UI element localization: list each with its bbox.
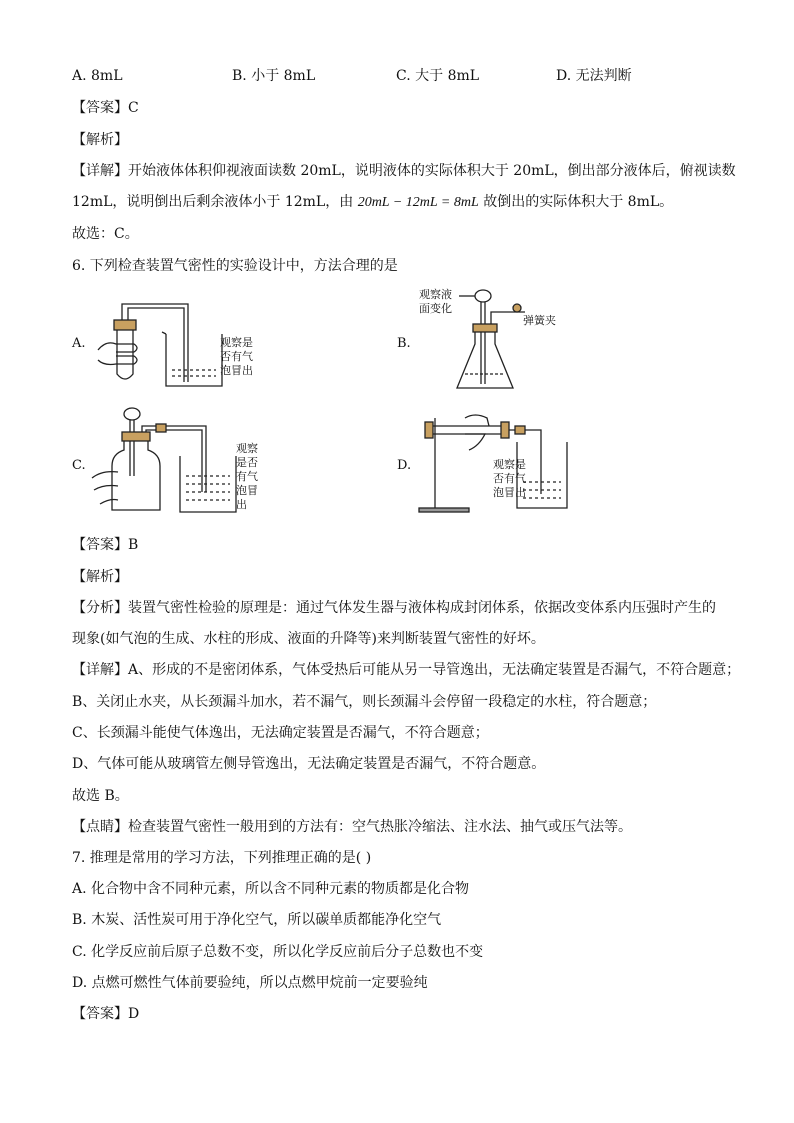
q6-detail-c: C、长颈漏斗能使气体逸出，无法确定装置是否漏气，不符合题意； [72,725,489,741]
figure-c-caption: 观察 是否 有气 泡冒 出 [236,442,258,511]
q7-option-d: D. 点燃可燃性气体前要验纯，所以点燃甲烷前一定要验纯 [72,975,428,991]
q5-detail-line1: 【详解】开始液体体积仰视液面读数 20mL，说明液体的实际体积大于 20mL，倒出部分液体后，俯视读数 [72,163,736,179]
figure-b-caption-top: 观察液 面变化 [419,288,452,315]
q6-fenxi-line2: 现象(如气泡的生成、水柱的形成、液面的升降等)来判断装置气密性的好坏。 [72,631,545,647]
figure-b-drawing [395,284,595,394]
figure-c [70,406,290,524]
q5-detail-line2-post: 故倒出的实际体积大于 8mL。 [478,194,674,210]
q5-analysis-label: 【解析】 [72,132,128,148]
figure-d [395,408,595,524]
q6-analysis-label: 【解析】 [72,569,128,585]
figure-a-caption: 观察是 否有气 泡冒出 [220,336,253,377]
q5-option-d: D. 无法判断 [556,68,632,84]
q5-formula: 20mL − 12mL = 8mL [357,195,479,210]
q5-option-b: B. 小于 8mL [232,68,316,84]
figure-c-label: C. [72,458,86,473]
q6-stem: 6. 下列检查装置气密性的实验设计中，方法合理的是 [72,258,398,274]
q5-choice: 故选：C。 [72,226,139,242]
q6-detail-d: D、气体可能从玻璃管左侧导管逸出，无法确定装置是否漏气，不符合题意。 [72,756,546,772]
q5-detail-line2 [72,192,673,213]
figure-d-caption: 观察是 否有气 泡冒出 [493,458,526,499]
q6-choice: 故选 B。 [72,788,129,804]
q6-answer: 【答案】B [72,537,139,553]
q7-answer: 【答案】D [72,1006,140,1022]
q5-answer: 【答案】C [72,100,139,116]
q6-fenxi-line1: 【分析】装置气密性检验的原理是：通过气体发生器与液体构成封闭体系，依据改变体系内压强时产生的 [72,600,716,616]
q5-option-c: C. 大于 8mL [396,68,480,84]
figure-a [70,290,270,390]
q7-stem: 7. 推理是常用的学习方法，下列推理正确的是( ) [72,850,372,866]
figure-a-label: A. [72,336,86,351]
q7-option-c: C. 化学反应前后原子总数不变，所以化学反应前后分子总数也不变 [72,944,484,960]
figure-b-label: B. [397,336,411,351]
figure-b-caption-clip: 弹簧夹 [523,314,556,327]
q6-dianjing: 【点睛】检查装置气密性一般用到的方法有：空气热胀冷缩法、注水法、抽气或压气法等。 [72,819,632,835]
q6-detail-a: 【详解】A、形成的不是密闭体系，气体受热后可能从另一导管逸出，无法确定装置是否漏气，不符合题意； [72,662,741,678]
figure-d-label: D. [397,458,412,473]
figure-b [395,284,595,394]
q6-detail-b: B、关闭止水夹，从长颈漏斗加水，若不漏气，则长颈漏斗会停留一段稳定的水柱，符合题意； [72,694,657,710]
q7-option-a: A. 化合物中含不同种元素，所以含不同种元素的物质都是化合物 [72,881,470,897]
q5-option-a: A. 8mL [72,68,123,84]
q7-option-b: B. 木炭、活性炭可用于净化空气，所以碳单质都能净化空气 [72,912,442,928]
q5-detail-line2-pre: 12mL，说明倒出后剩余液体小于 12mL，由 [72,194,358,210]
